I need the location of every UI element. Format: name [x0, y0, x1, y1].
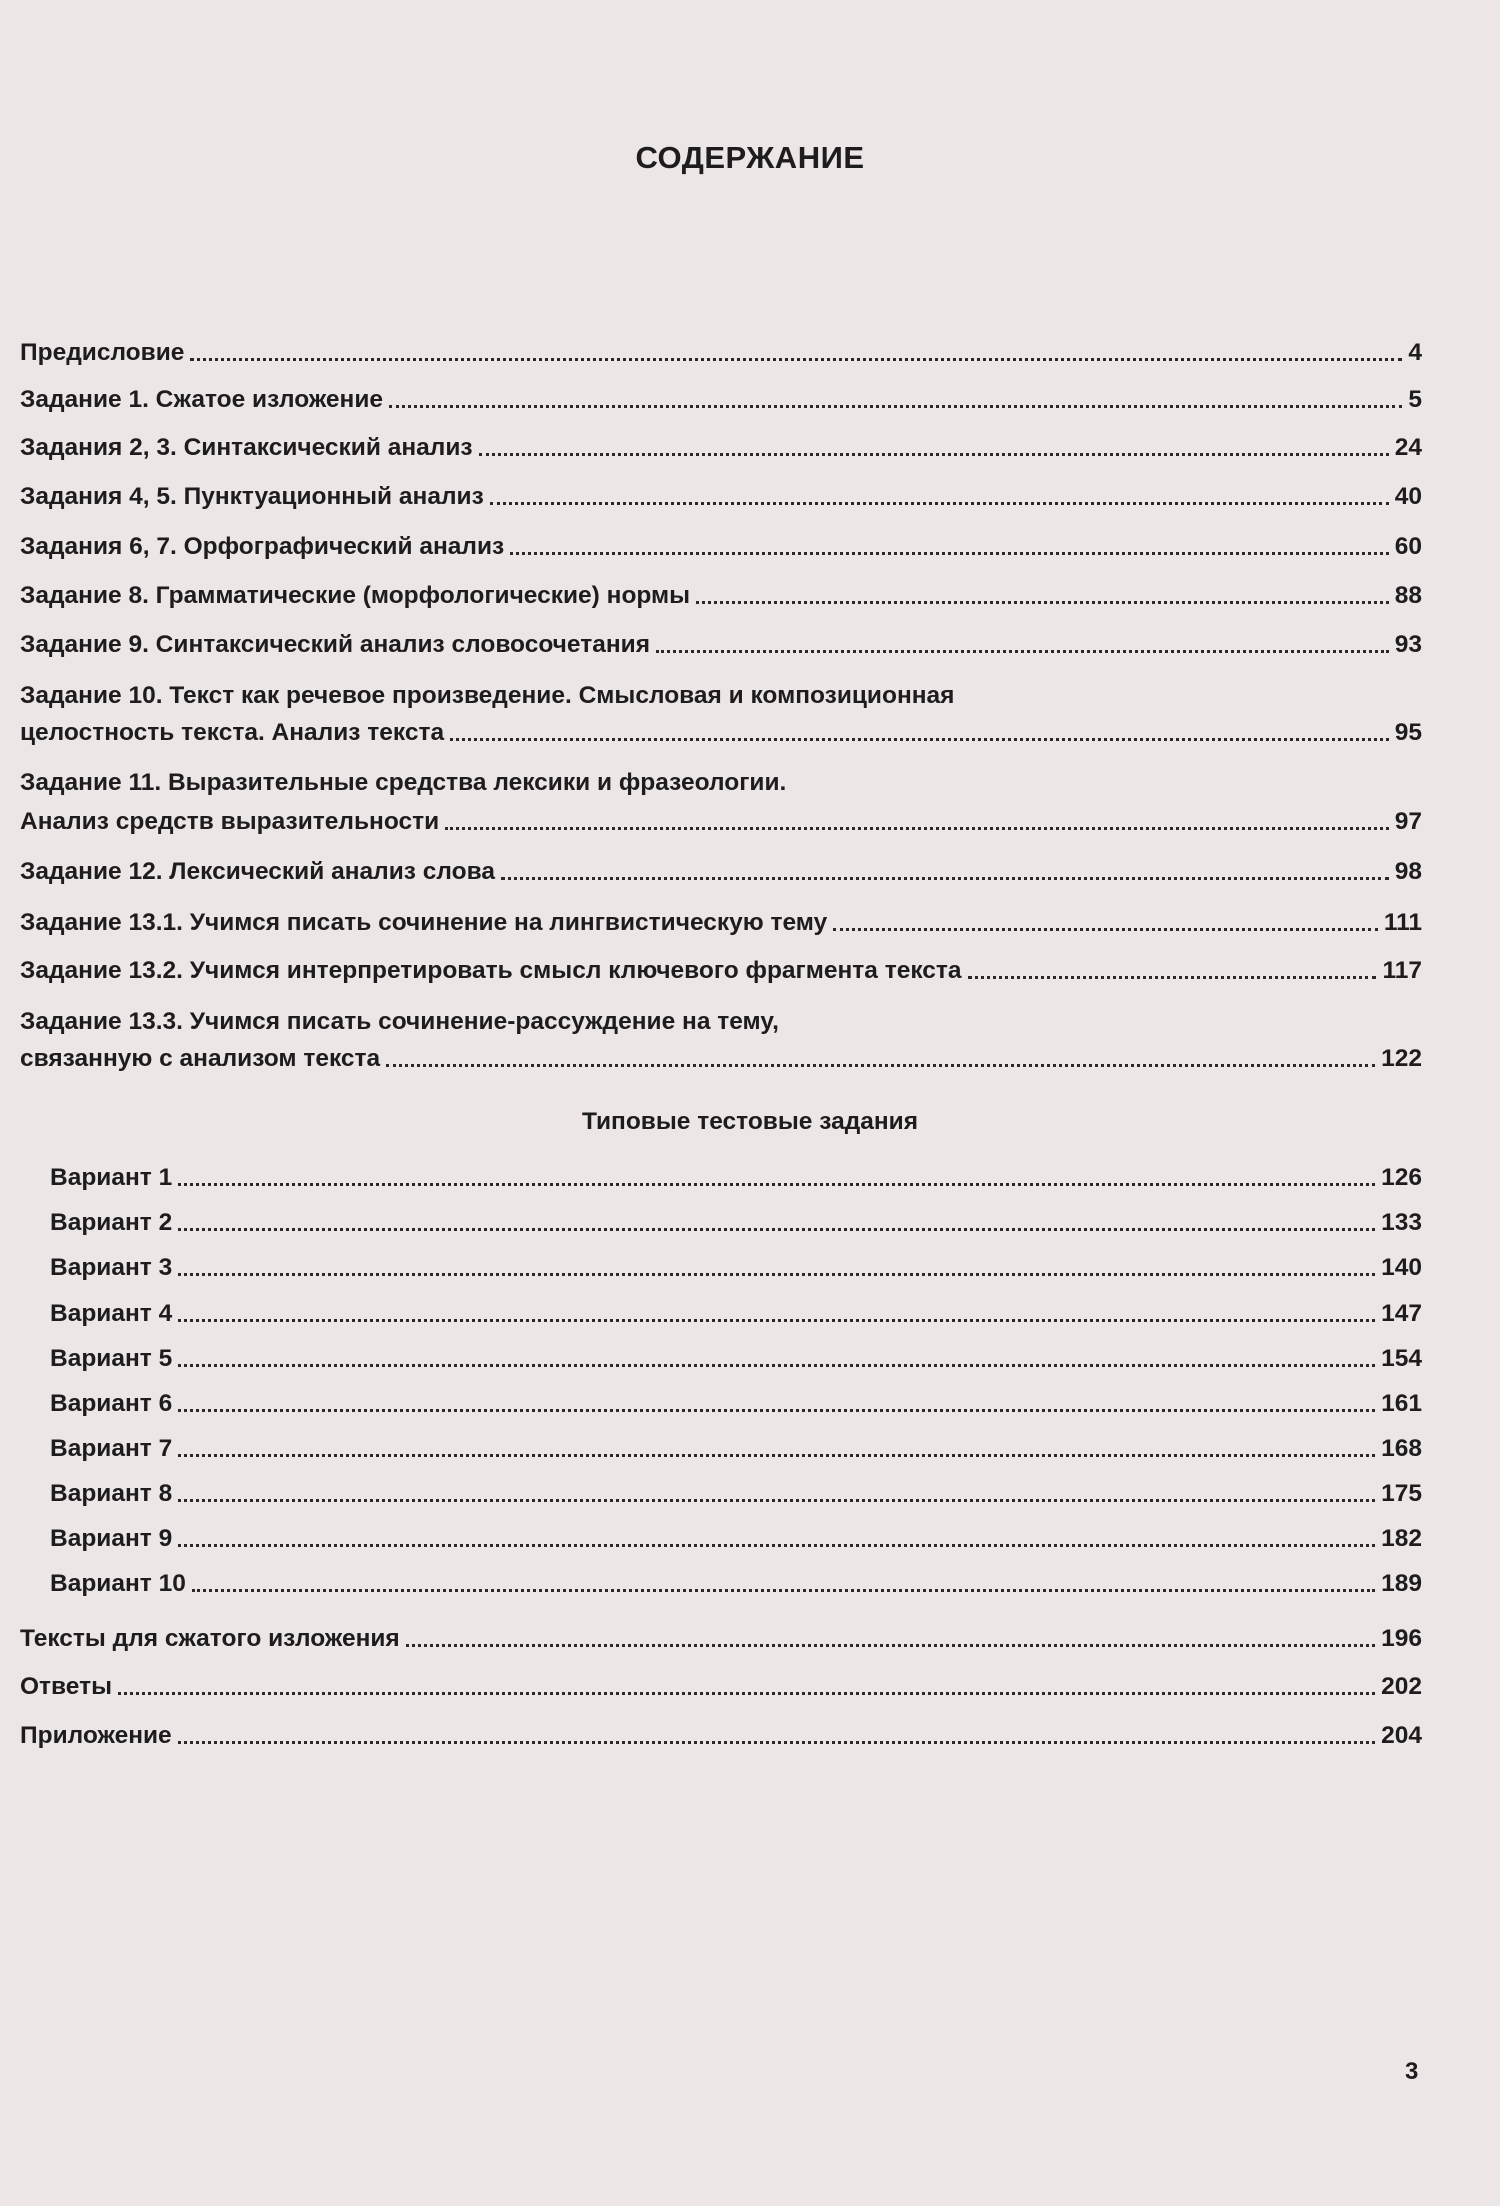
toc-entry-page: 88: [1394, 582, 1422, 609]
toc-entry-label: целостность текста. Анализ текста: [20, 719, 445, 746]
toc-entry: [20, 1719, 1422, 1753]
toc-entry: [20, 855, 1422, 889]
toc-entry: [20, 431, 1422, 465]
toc-entry-label: Вариант 9: [50, 1525, 173, 1552]
toc-entry: [20, 480, 1422, 514]
toc-entry: [20, 628, 1422, 662]
toc-entry-label: Задание 13.2. Учимся интерпретировать смысл ключевого фрагмента текста: [20, 957, 962, 984]
toc-leader-dots: [178, 1740, 1375, 1744]
toc-entry-page: 189: [1381, 1570, 1422, 1597]
toc-leader-dots: [178, 1227, 1375, 1231]
toc-leader-dots: [656, 649, 1389, 653]
toc-entry: [20, 1622, 1422, 1656]
toc-leader-dots: [178, 1543, 1375, 1547]
toc-entry-label: Задание 13.1. Учимся писать сочинение на лингвистическую тему: [20, 909, 828, 936]
toc-leader-dots: [178, 1453, 1375, 1457]
toc-entry-label: Приложение: [20, 1722, 172, 1749]
toc-entry-page: 154: [1381, 1345, 1422, 1372]
toc-entry-page: 117: [1382, 957, 1422, 984]
toc-leader-dots: [833, 927, 1378, 931]
toc-leader-dots: [445, 826, 1389, 830]
toc-entry-page: 204: [1381, 1722, 1422, 1749]
toc-variant-entry: [50, 1251, 1422, 1285]
toc-entry-label: Анализ средств выразительности: [20, 808, 440, 835]
toc-entry-label: Задание 12. Лексический анализ слова: [20, 858, 495, 885]
toc-entry-label: Вариант 8: [50, 1480, 173, 1507]
toc-leader-dots: [510, 551, 1389, 555]
toc-entry-page: 182: [1381, 1525, 1422, 1552]
toc-entry-page: 133: [1381, 1209, 1422, 1236]
toc-variant-entry: [50, 1477, 1422, 1511]
toc-entry-label: связанную с анализом текста: [20, 1045, 381, 1072]
toc-entry: [20, 1670, 1422, 1704]
toc-entry-label: Задание 8. Грамматические (морфологические) нормы: [20, 582, 691, 609]
toc-entry-label: Вариант 4: [50, 1300, 173, 1327]
toc-entry: [20, 383, 1422, 417]
toc-entry-first-line: Задание 11. Выразительные средства лексики и фразеологии.: [20, 769, 787, 796]
toc-entry-label: Вариант 3: [50, 1254, 173, 1281]
toc-entry-page: 126: [1381, 1164, 1422, 1191]
toc-entry-page: 98: [1394, 858, 1422, 885]
toc-leader-dots: [501, 876, 1389, 880]
toc-entry-page: 122: [1381, 1045, 1422, 1072]
toc-variant-entry: [50, 1342, 1422, 1376]
page-title: СОДЕРЖАНИЕ: [635, 140, 865, 175]
toc-entry-label: Ответы: [20, 1673, 113, 1700]
toc-entry: [20, 906, 1422, 940]
toc-leader-dots: [696, 600, 1389, 604]
toc-entry-page: 196: [1381, 1625, 1422, 1652]
toc-entry: [20, 954, 1422, 988]
toc-leader-dots: [178, 1272, 1375, 1276]
page-number: 3: [1405, 2058, 1419, 2085]
toc-entry-label: Вариант 2: [50, 1209, 173, 1236]
toc-entry-page: 97: [1394, 808, 1422, 835]
toc-entry-label: Вариант 5: [50, 1345, 173, 1372]
toc-entry: [20, 530, 1422, 564]
toc-entry: [20, 716, 1422, 750]
toc-entry-label: Задания 6, 7. Орфографический анализ: [20, 533, 505, 560]
toc-leader-dots: [178, 1363, 1375, 1367]
toc-entry-page: 93: [1394, 631, 1422, 658]
toc-leader-dots: [118, 1691, 1375, 1695]
toc-entry-label: Вариант 10: [50, 1570, 186, 1597]
toc-entry-page: 111: [1383, 909, 1422, 936]
toc-leader-dots: [450, 737, 1389, 741]
toc-entry-label: Задание 1. Сжатое изложение: [20, 386, 384, 413]
toc-entry: [20, 579, 1422, 613]
toc-variant-entry: [50, 1297, 1422, 1331]
toc-variant-entry: [50, 1432, 1422, 1466]
toc-leader-dots: [178, 1408, 1375, 1412]
toc-leader-dots: [479, 452, 1389, 456]
toc-entry-label: Предисловие: [20, 339, 185, 366]
toc-entry-page: 24: [1394, 434, 1422, 461]
toc-leader-dots: [192, 1588, 1375, 1592]
toc-entry-first-line: Задание 10. Текст как речевое произведение. Смысловая и композиционная: [20, 682, 955, 709]
toc-entry-page: 202: [1381, 1673, 1422, 1700]
toc-variant-entry: [50, 1206, 1422, 1240]
toc-entry-page: 168: [1381, 1435, 1422, 1462]
toc-entry-label: Вариант 7: [50, 1435, 173, 1462]
toc-entry-first-line: Задание 13.3. Учимся писать сочинение-рассуждение на тему,: [20, 1008, 779, 1035]
toc-entry-page: 175: [1381, 1480, 1422, 1507]
toc-entry-page: 147: [1381, 1300, 1422, 1327]
toc-entry-label: Задание 9. Синтаксический анализ словосочетания: [20, 631, 650, 658]
toc-leader-dots: [178, 1182, 1375, 1186]
toc-leader-dots: [190, 357, 1402, 361]
toc-entry-page: 40: [1394, 483, 1422, 510]
toc-entry-page: 140: [1381, 1254, 1422, 1281]
toc-entry-label: Задания 4, 5. Пунктуационный анализ: [20, 483, 484, 510]
toc-entry-page: 161: [1381, 1390, 1422, 1417]
toc-variant-entry: [50, 1161, 1422, 1195]
toc-leader-dots: [968, 975, 1377, 979]
toc-entry-page: 60: [1394, 533, 1422, 560]
toc-leader-dots: [389, 404, 1402, 408]
toc-entry: [20, 1042, 1422, 1076]
toc-entry-label: Вариант 6: [50, 1390, 173, 1417]
section-heading: Типовые тестовые задания: [581, 1108, 919, 1135]
toc-variant-entry: [50, 1387, 1422, 1421]
toc-entry-label: Тексты для сжатого изложения: [20, 1625, 400, 1652]
toc-variant-entry: [50, 1522, 1422, 1556]
toc-entry: [20, 805, 1422, 839]
toc-entry-page: 95: [1394, 719, 1422, 746]
toc-variant-entry: [50, 1567, 1422, 1601]
toc-entry-page: 5: [1408, 386, 1422, 413]
toc-leader-dots: [406, 1643, 1375, 1647]
toc-entry: [20, 336, 1422, 370]
toc-entry-page: 4: [1408, 339, 1422, 366]
toc-entry-label: Задания 2, 3. Синтаксический анализ: [20, 434, 473, 461]
toc-leader-dots: [386, 1063, 1375, 1067]
toc-leader-dots: [490, 501, 1389, 505]
toc-leader-dots: [178, 1498, 1375, 1502]
toc-entry-label: Вариант 1: [50, 1164, 173, 1191]
toc-leader-dots: [178, 1318, 1375, 1322]
